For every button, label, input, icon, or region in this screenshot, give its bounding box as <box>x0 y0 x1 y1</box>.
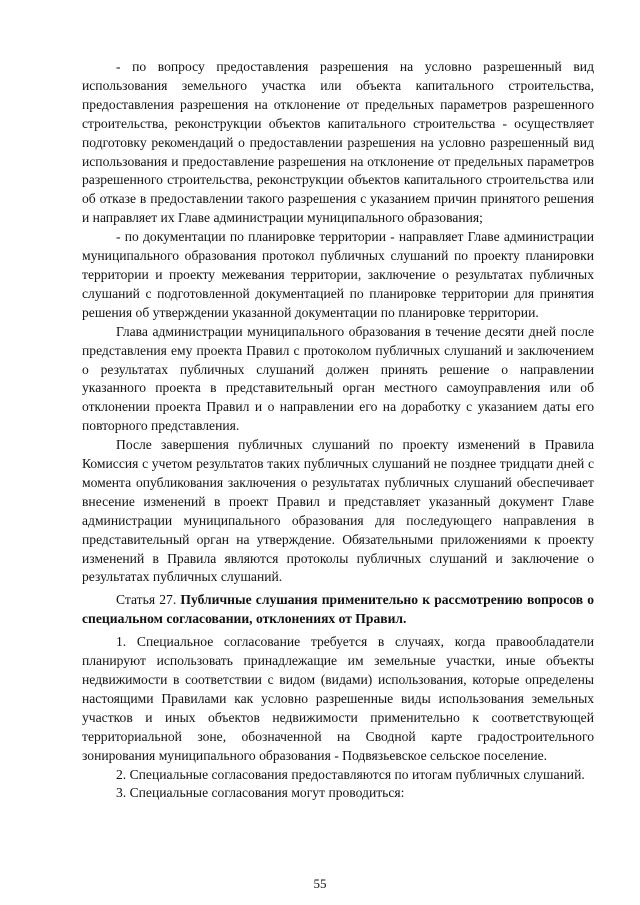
paragraph-special-approval-3: 3. Специальные согласования могут проводиться: <box>116 785 405 801</box>
page-number: 55 <box>313 876 327 891</box>
paragraph-planning-documentation: - по документации по планировке территории - направляет Главе администрации муниципального образования протокол публичных слушаний по проекту планировки территории и проекту межевания территории, заключение о результатах публичных слушаний с подготовленной документацией по планировке территории для принятия решения об утверждении указанной документации по планировке территории. <box>82 229 594 320</box>
paragraph-head-decision: Глава администрации муниципального образования в течение десяти дней после представления ему проекта Правил с протоколом публичных слушаний и заключением о результатах публичных слушаний должен принять решение о направлении указанного проекта в представительный орган местного самоуправления или об отклонении проекта Правил и о направлении его на доработку с указанием даты его повторного представления. <box>82 323 594 434</box>
paragraph-special-approval-1: 1. Специальное согласование требуется в случаях, когда правообладатели планируют использовать принадлежащие им земельные участки, иные объекты недвижимости в соответствии с видом (видами) использования, которые определены настоящими Правилами как условно разрешенные виды использования земельных участков и иных объектов недвижимости применительно к соответствующей территориальной зоне, обозначенной на Сводной карте градостроительного зонирования муниципального образования - Подвязьевское сельское поселение. <box>82 634 594 763</box>
paragraph-special-approval-2: 2. Специальные согласования предоставляются по итогам публичных слушаний. <box>116 766 585 782</box>
article-number: Статья 27. <box>116 592 181 608</box>
paragraph-after-hearings: После завершения публичных слушаний по проекту изменений в Правила Комиссия с учетом результатов таких публичных слушаний не позднее тридцати дней с момента опубликования заключения о результатах публичных слушаний обеспечивает внесение изменений в проект Правил и представляет указанный документ Главе администрации муниципального образования для последующего направления в представительный орган на утверждение. Обязательными приложениями к проекту изменений в Правила являются протоколы публичных слушаний и заключение о результатах публичных слушаний. <box>82 437 594 585</box>
article-title: Публичные слушания применительно к рассмотрению вопросов о специальном согласовании, отклонениях от Правил. <box>82 592 595 627</box>
paragraph-permission-conditional-use: - по вопросу предоставления разрешения на условно разрешенный вид использования земельного участка или объекта капитального строительства, предоставления разрешения на отклонение от предельных параметров разрешенного строительства, реконструкции объектов капитального строительства - осуществляет подготовку рекомендаций о предоставлении разрешения на условно разрешенный вид использования и предоставление разрешения на отклонение от предельных параметров разрешенного строительства, реконструкции объектов капитального строительства или об отказе в предоставлении такого разрешения с указанием причин принятого решения и направляет их Главе администрации муниципального образования; <box>82 59 594 226</box>
article-heading <box>82 591 594 629</box>
